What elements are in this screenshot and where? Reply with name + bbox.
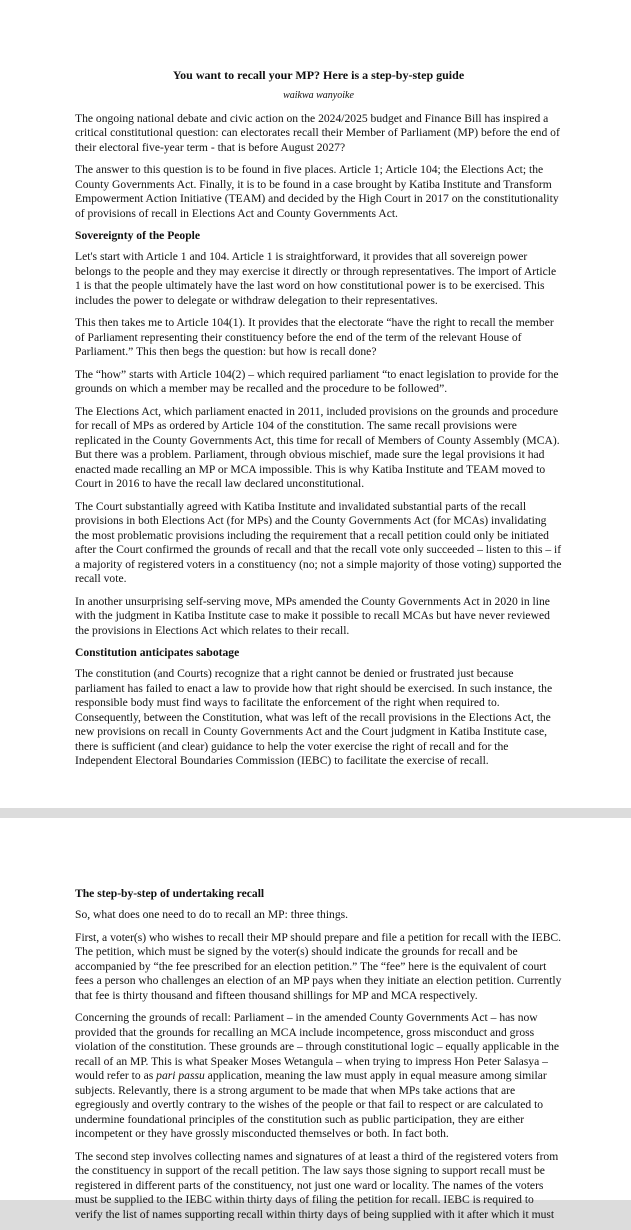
paragraph-intro: The ongoing national debate and civic action on the 2024/2025 budget and Finance Bill has inspired a critical constitutional question: can electorates recall their Member of Parliament (MP) before the end of their electoral five-year term - that is before August 2027? [75,111,560,154]
paragraph-sabotage: The constitution (and Courts) recognize that a right cannot be denied or frustrated just because parliament has failed to enact a law to provide how that right should be exercised. In such instance, the responsible body must find ways to facilitate the enforcement of the right when required to. Consequently, between the Constitution, what was left of the recall provisions in the Elections Act, the new provisions on recall in County Governments Act and the Court judgment in Katiba Institute case, there is sufficient (and clear) guidance to help the voter exercise the right of recall and for the Independent Electoral Boundaries Commission (IEBC) to facilitate the exercise of recall. [75,667,553,767]
paragraph-elections-act: The Elections Act, which parliament enacted in 2011, included provisions on the grounds and procedure for recall of MPs as ordered by Article 104 of the constitution. The same recall provisions were replicated in the County Governments Act, this time for recall of Members of County Assembly (MCA). But there was a problem. Parliament, through obvious mischief, made sure the legal provisions it had enacted made recalling an MP or MCA impossible. This is why Katiba Institute and TEAM moved to Court in 2016 to have the recall law declared unconstitutional. [75,404,560,490]
paragraph-first-step: First, a voter(s) who wishes to recall their MP should prepare and file a petition for recall with the IEBC. The petition, which must be signed by the voter(s) should indicate the grounds for recall and be accompanied by “the fee prescribed for an election petition.” The “fee” here is the equivalent of court fees a person who challenges an election of an MP pays when they initiate an election petition. Currently that fee is thirty thousand and fifteen thousand shillings for MP and MCA respectively. [75,930,562,1002]
paragraph-grounds [75,1011,562,1142]
document-page-2 [0,818,631,1221]
heading-sovereignty: Sovereignty of the People [75,229,201,242]
paragraph-court-ruling: The Court substantially agreed with Katiba Institute and invalidated substantial parts of the recall provisions in both Elections Act (for MPs) and the County Governments Act (for MCAs) invalidating the most problematic provisions including the requirement that a recall petition could only be initiated after the Court confirmed the grounds of recall and that the recall vote only succeeded – listen to this – if a majority of registered voters in a constituency (no; not a simple majority of those voting) supported the recall vote. [75,499,562,585]
paragraph-answer: The answer to this question is to be found in five places. Article 1; Article 104; the Elections Act; the County Governments Act. Finally, it is to be found in a case brought by Katiba Institute and Transform Empowerment Action Initiative (TEAM) and decided by the High Court in 2017 on the constitutionality of provisions of recall in Elections Act and County Governments Act. [75,163,559,220]
paragraph-article-1: Let's start with Article 1 and 104. Article 1 is straightforward, it provides that all sovereign power belongs to the people and they may exercise it directly or through representatives. The import of Article 1 is that the people ultimately have the last word on how constitutional power is to be exercised. This includes the power to delegate or withdraw delegation to their representatives. [75,250,557,307]
paragraph-amendment: In another unsurprising self-serving move, MPs amended the County Governments Act in 2020 in line with the judgment in Katiba Institute case to make it possible to recall MCAs but have never reviewed the provisions in Elections Act which relates to their recall. [75,594,550,637]
author-byline: waikwa wanyoike [283,90,354,101]
grounds-text-part-1: Concerning the grounds of recall: Parliament – in the amended County Governments Act – has now provided that the grounds for recalling an MCA include incompetence, gross misconduct and gross violation of the constitution. These grounds are – through constitutional logic – equally applicable in the recall of an MP. This is what Speaker Moses Wetangula – when trying to impress Hon Peter Salasya – would refer to as [75,1011,560,1082]
heading-steps: The step-by-step of undertaking recall [75,887,265,900]
paragraph-second-step: The second step involves collecting names and signatures of at least a third of the registered voters from the constituency in support of the recall petition. The law says those signing to support recall must be registered in different parts of the constituency, not just one ward or locality. The names of the voters must be supplied to the IEBC within thirty days of filing the petition for recall. IEBC is required to verify the list of names supporting recall within thirty days of being supplied with it after which it must [75,1149,559,1221]
grounds-text-part-2: application, meaning the law must apply in equal measure among similar subjects. Relevantly, there is a strong argument to be made that when MPs take actions that are egregiously and overtly contrary to the wishes of the people or that fail to respect or are calculated to undermine foundational principles of the constitution such as public participation, they are either incompetent or they have grossly misconducted themselves or both. In fact both. [75,1069,547,1140]
paragraph-three-things: So, what does one need to do to recall an MP: three things. [75,908,349,921]
paragraph-article-104-2: The “how” starts with Article 104(2) – which required parliament “to enact legislation to provide for the grounds on which a member may be recalled and the procedure to be followed”. [75,367,559,395]
paragraph-article-104-1: This then takes me to Article 104(1). It provides that the electorate “have the right to recall the member of Parliament representing their constituency before the end of the term of the relevant House of Parliament.” This then begs the question: but how is recall done? [75,316,554,358]
page-1-content [75,68,562,777]
heading-sabotage: Constitution anticipates sabotage [75,646,240,659]
grounds-italic-term: pari passu [156,1069,205,1082]
page-2-content [75,887,562,1230]
document-title: You want to recall your MP? Here is a step-by-step guide [172,68,465,82]
